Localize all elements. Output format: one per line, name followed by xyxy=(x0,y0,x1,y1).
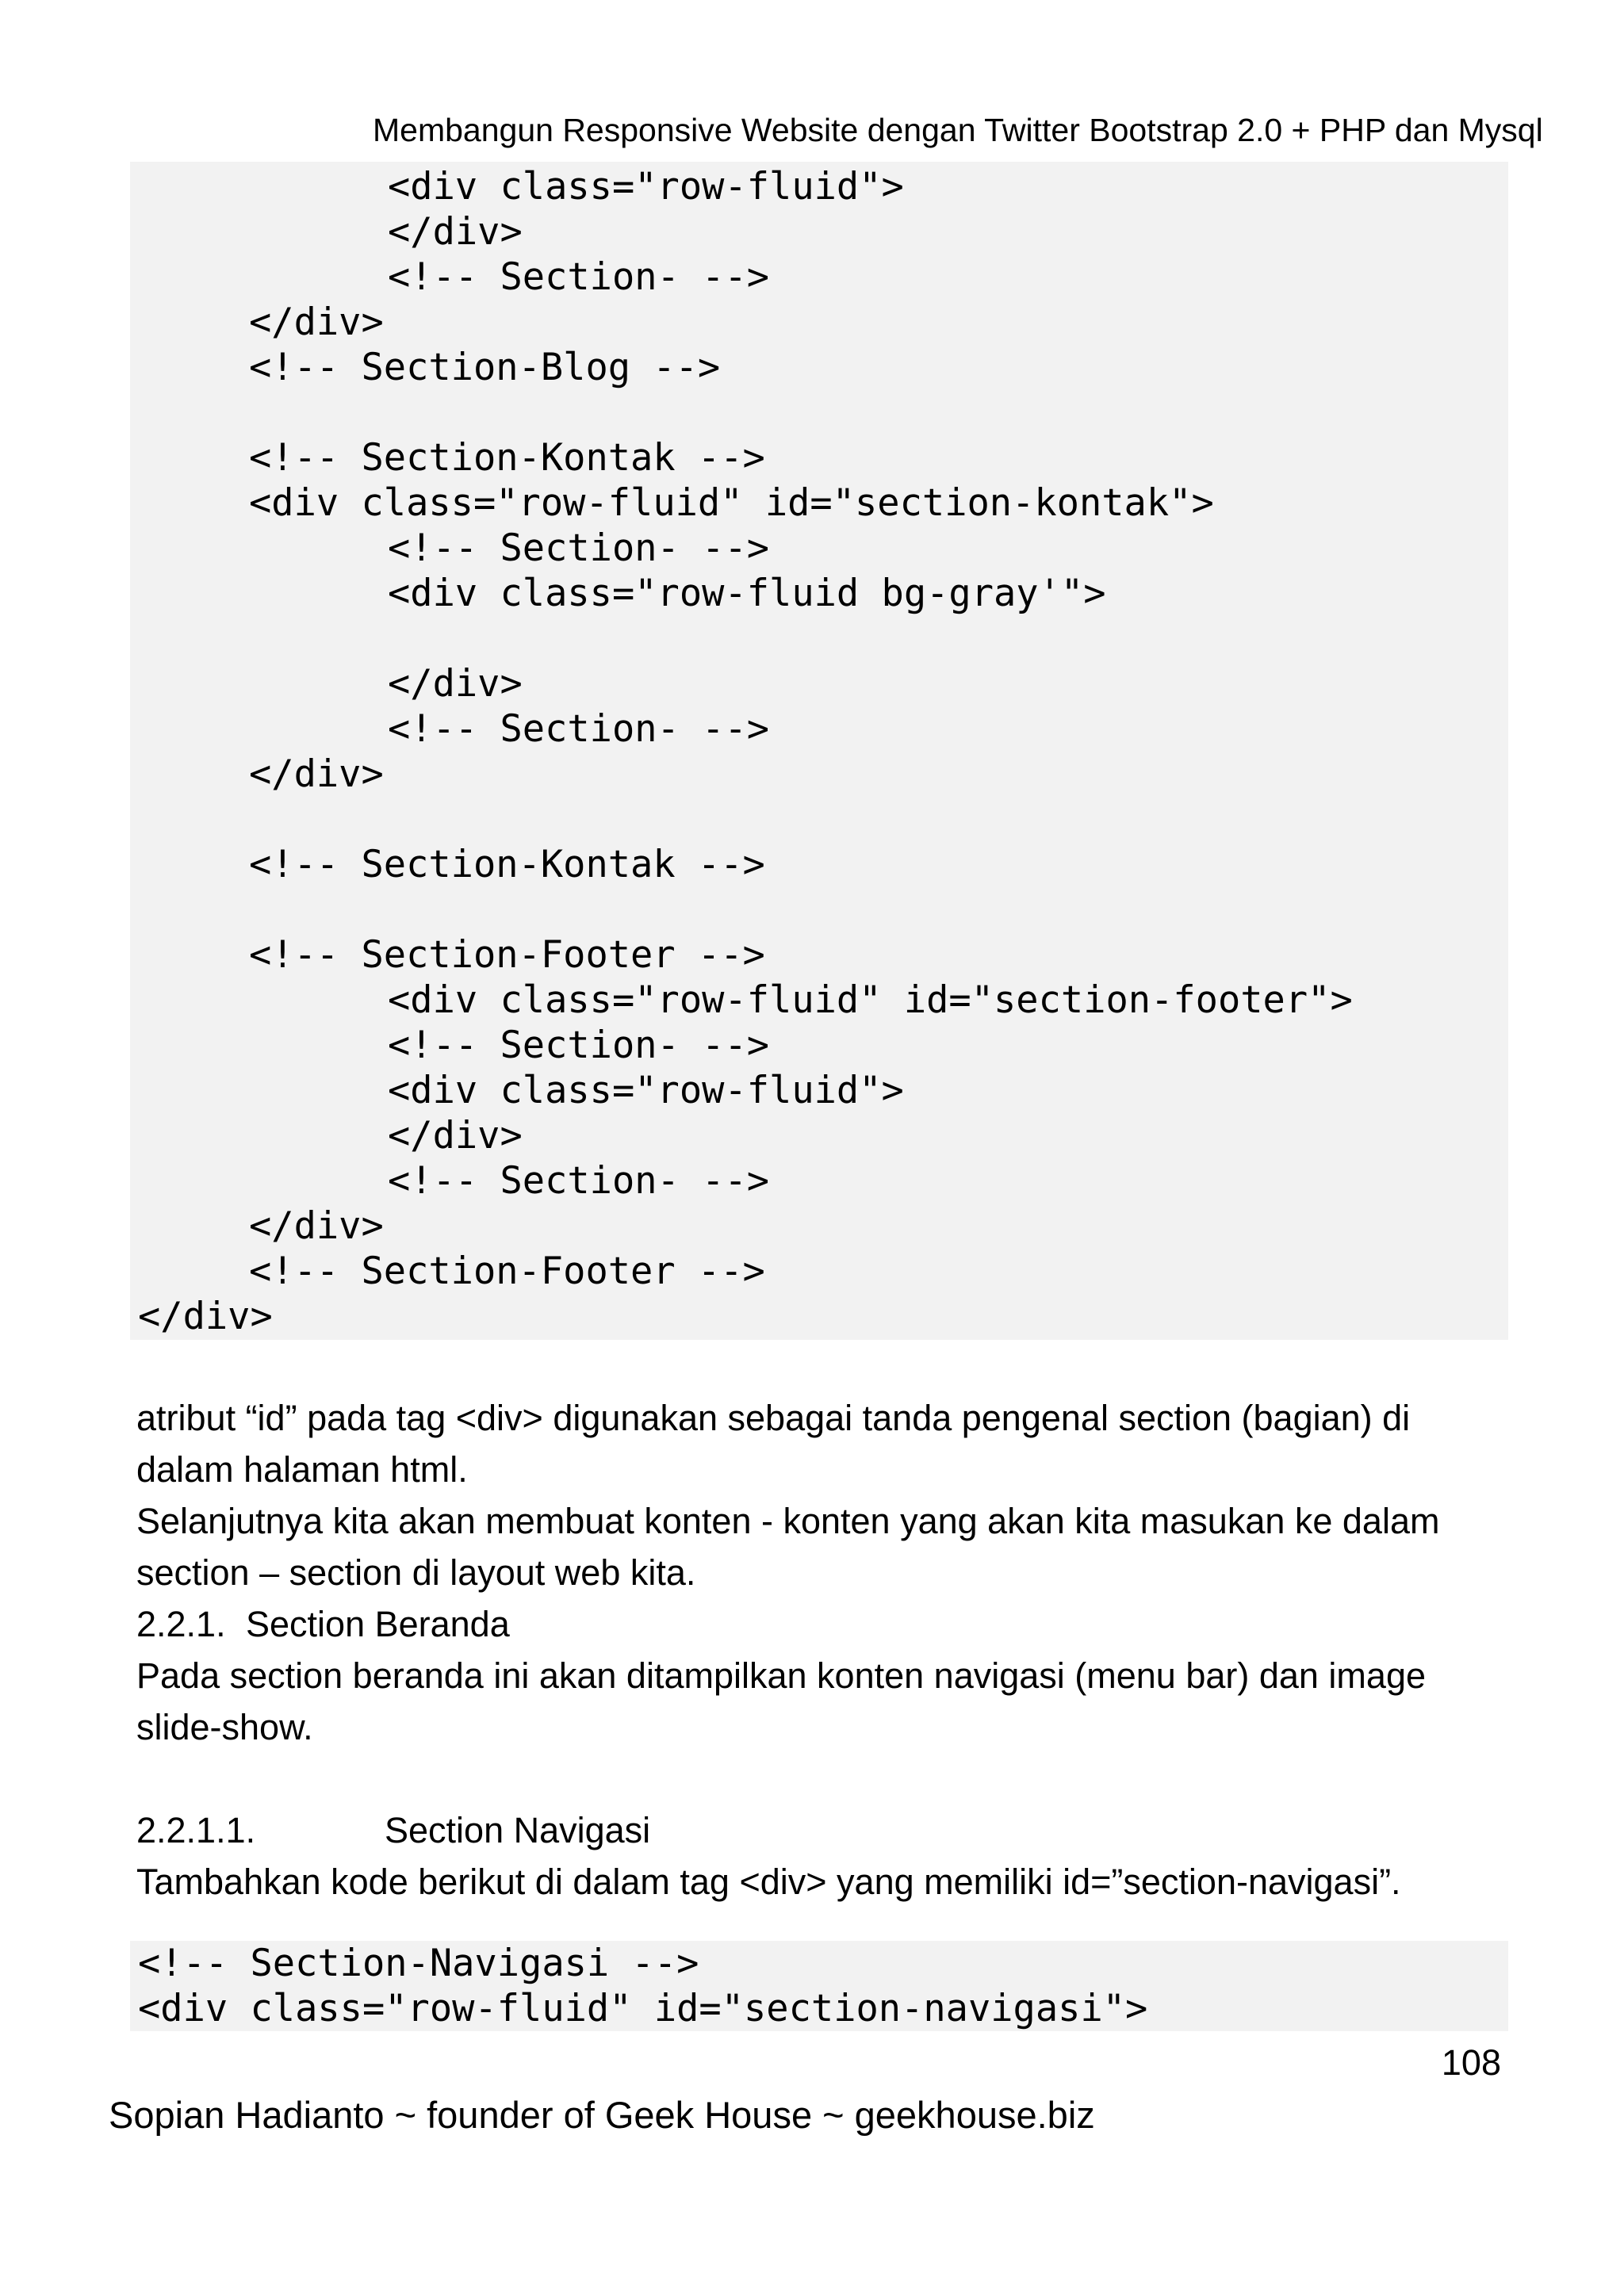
subsection-title: Section Navigasi xyxy=(385,1810,651,1850)
code-line: </div> xyxy=(388,1114,523,1158)
paragraph-line: slide-show. xyxy=(136,1707,313,1747)
paragraph-line: section – section di layout web kita. xyxy=(136,1552,696,1593)
code-line: </div> xyxy=(138,1295,273,1338)
code-line: <!-- Section- --> xyxy=(388,255,770,299)
code-line: <!-- Section-Kontak --> xyxy=(249,843,765,886)
code-line: <div class="row-fluid" id="section-navigasi"> xyxy=(138,1987,1148,2030)
page-footer: Sopian Hadianto ~ founder of Geek House ~ geekhouse.biz xyxy=(109,2094,1095,2136)
code-line: <div class="row-fluid"> xyxy=(388,165,904,209)
code-line: <!-- Section-Blog --> xyxy=(249,346,721,389)
code-block xyxy=(130,1941,1508,2031)
section-title: Section Beranda xyxy=(246,1604,510,1644)
paragraph-line: Pada section beranda ini akan ditampilkan konten navigasi (menu bar) dan image xyxy=(136,1655,1426,1696)
code-line: <!-- Section- --> xyxy=(388,1024,770,1067)
page-number: 108 xyxy=(1441,2042,1501,2083)
code-line: </div> xyxy=(249,752,384,796)
code-line: <div class="row-fluid" id="section-footer"> xyxy=(388,978,1353,1022)
paragraph-line: dalam halaman html. xyxy=(136,1449,468,1490)
code-line: </div> xyxy=(249,300,384,344)
code-line: <div class="row-fluid"> xyxy=(388,1069,904,1112)
code-line: <!-- Section- --> xyxy=(388,526,770,570)
code-line: </div> xyxy=(388,210,523,254)
code-line: <div class="row-fluid bg-gray'"> xyxy=(388,572,1106,615)
paragraph-line: atribut “id” pada tag <div> digunakan sebagai tanda pengenal section (bagian) di xyxy=(136,1398,1411,1438)
section-number: 2.2.1. xyxy=(136,1604,226,1644)
code-line: <!-- Section-Footer --> xyxy=(249,1249,765,1293)
code-line: <!-- Section-Footer --> xyxy=(249,933,765,977)
code-line: <!-- Section- --> xyxy=(388,1159,770,1203)
code-line: <!-- Section- --> xyxy=(388,707,770,751)
paragraph-line: Selanjutnya kita akan membuat konten - konten yang akan kita masukan ke dalam xyxy=(136,1501,1440,1541)
subsection-number: 2.2.1.1. xyxy=(136,1810,256,1850)
code-line: </div> xyxy=(388,662,523,706)
code-line: <div class="row-fluid" id="section-kontak"> xyxy=(249,481,1214,525)
paragraph-line: Tambahkan kode berikut di dalam tag <div> yang memiliki id=”section-navigasi”. xyxy=(136,1862,1401,1902)
code-block xyxy=(130,162,1508,1340)
code-line: </div> xyxy=(249,1204,384,1248)
running-header: Membangun Responsive Website dengan Twitter Bootstrap 2.0 + PHP dan Mysql xyxy=(373,112,1543,148)
code-line: <!-- Section-Kontak --> xyxy=(249,436,765,480)
code-line: <!-- Section-Navigasi --> xyxy=(138,1942,699,1985)
